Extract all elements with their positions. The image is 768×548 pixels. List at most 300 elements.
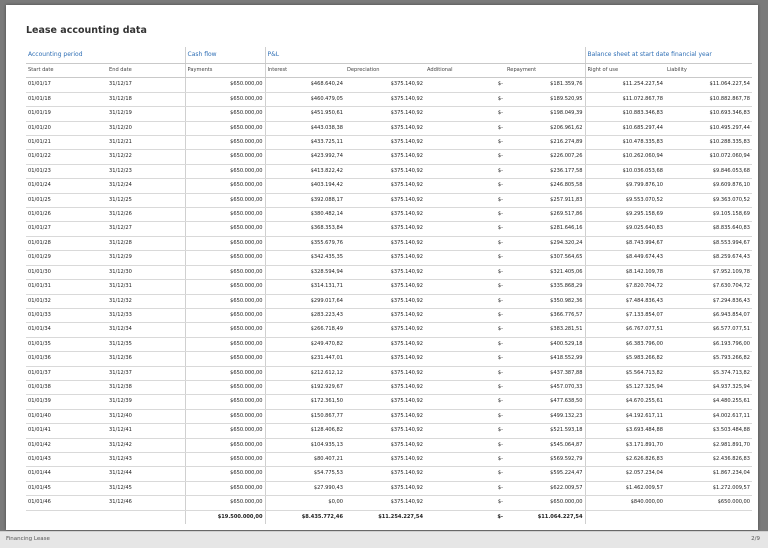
end-date-cell: 31/12/18 <box>107 92 185 106</box>
payments-cell: $650.000,00 <box>185 337 265 351</box>
payments-cell: $650.000,00 <box>185 179 265 193</box>
depreciation-cell: $375.140,92 <box>345 121 425 135</box>
depreciation-cell: $375.140,92 <box>345 467 425 481</box>
payments-cell: $650.000,00 <box>185 136 265 150</box>
right-of-use-cell: $4.670.255,61 <box>585 395 665 409</box>
repayment-cell: $400.529,18 <box>505 337 585 351</box>
additional-cell: $- <box>425 280 505 294</box>
repayment-cell: $321.405,06 <box>505 265 585 279</box>
table-row <box>26 236 752 250</box>
liability-cell: $11.064.227,54 <box>665 78 752 92</box>
liability-cell: $6.193.796,00 <box>665 337 752 351</box>
right-of-use-cell: $5.127.325,94 <box>585 380 665 394</box>
depreciation-cell: $375.140,92 <box>345 323 425 337</box>
additional-cell: $- <box>425 265 505 279</box>
right-of-use-cell: $10.685.297,44 <box>585 121 665 135</box>
start-date-cell: 01/01/22 <box>26 150 107 164</box>
interest-cell: $283.223,43 <box>265 308 345 322</box>
payments-cell: $650.000,00 <box>185 438 265 452</box>
interest-cell: $314.131,71 <box>265 280 345 294</box>
liability-cell: $2.436.826,83 <box>665 452 752 466</box>
end-date-cell: 31/12/40 <box>107 409 185 423</box>
start-date-cell: 01/01/37 <box>26 366 107 380</box>
depreciation-cell: $375.140,92 <box>345 424 425 438</box>
table-row <box>26 179 752 193</box>
column-header: Start date <box>26 64 107 78</box>
table-row <box>26 193 752 207</box>
liability-cell: $7.630.704,72 <box>665 280 752 294</box>
additional-cell: $- <box>425 380 505 394</box>
end-date-cell: 31/12/34 <box>107 323 185 337</box>
depreciation-cell: $375.140,92 <box>345 352 425 366</box>
right-of-use-cell: $2.057.234,04 <box>585 467 665 481</box>
right-of-use-cell: $6.767.077,51 <box>585 323 665 337</box>
payments-cell: $650.000,00 <box>185 92 265 106</box>
depreciation-cell: $375.140,92 <box>345 179 425 193</box>
additional-cell: $- <box>425 409 505 423</box>
repayment-cell: $366.776,57 <box>505 308 585 322</box>
repayment-cell: $294.320,24 <box>505 236 585 250</box>
liability-cell: $6.943.854,07 <box>665 308 752 322</box>
liability-cell: $10.072.060,94 <box>665 150 752 164</box>
repayment-cell: $335.868,29 <box>505 280 585 294</box>
interest-cell: $423.992,74 <box>265 150 345 164</box>
repayment-cell: $383.281,51 <box>505 323 585 337</box>
payments-cell: $650.000,00 <box>185 424 265 438</box>
additional-cell: $- <box>425 222 505 236</box>
start-date-cell: 01/01/30 <box>26 265 107 279</box>
right-of-use-cell: $5.983.266,82 <box>585 352 665 366</box>
right-of-use-cell: $9.553.070,52 <box>585 193 665 207</box>
liability-cell: $10.495.297,44 <box>665 121 752 135</box>
payments-cell: $650.000,00 <box>185 380 265 394</box>
total-repayment: $11.064.227,54 <box>505 510 585 524</box>
additional-cell: $- <box>425 236 505 250</box>
payments-cell: $650.000,00 <box>185 280 265 294</box>
interest-cell: $54.775,53 <box>265 467 345 481</box>
end-date-cell: 31/12/45 <box>107 481 185 495</box>
group-cash-flow: Cash flow <box>185 47 265 64</box>
column-header: Liability <box>665 64 752 78</box>
repayment-cell: $521.593,18 <box>505 424 585 438</box>
interest-cell: $368.353,84 <box>265 222 345 236</box>
additional-cell: $- <box>425 136 505 150</box>
start-date-cell: 01/01/28 <box>26 236 107 250</box>
payments-cell: $650.000,00 <box>185 294 265 308</box>
end-date-cell: 31/12/39 <box>107 395 185 409</box>
liability-cell: $8.835.640,83 <box>665 222 752 236</box>
depreciation-cell: $375.140,92 <box>345 193 425 207</box>
payments-cell: $650.000,00 <box>185 409 265 423</box>
table-row <box>26 438 752 452</box>
start-date-cell: 01/01/41 <box>26 424 107 438</box>
repayment-cell: $216.274,89 <box>505 136 585 150</box>
depreciation-cell: $375.140,92 <box>345 92 425 106</box>
start-date-cell: 01/01/23 <box>26 164 107 178</box>
right-of-use-cell: $840.000,00 <box>585 496 665 510</box>
additional-cell: $- <box>425 452 505 466</box>
column-header: Additional <box>425 64 505 78</box>
table-row <box>26 78 752 92</box>
start-date-cell: 01/01/21 <box>26 136 107 150</box>
end-date-cell: 31/12/26 <box>107 208 185 222</box>
end-date-cell: 31/12/42 <box>107 438 185 452</box>
start-date-cell: 01/01/43 <box>26 452 107 466</box>
right-of-use-cell: $11.072.867,78 <box>585 92 665 106</box>
right-of-use-cell: $8.449.674,43 <box>585 251 665 265</box>
end-date-cell: 31/12/46 <box>107 496 185 510</box>
liability-cell: $9.609.876,10 <box>665 179 752 193</box>
additional-cell: $- <box>425 121 505 135</box>
column-header: End date <box>107 64 185 78</box>
interest-cell: $468.640,24 <box>265 78 345 92</box>
interest-cell: $0,00 <box>265 496 345 510</box>
end-date-cell: 31/12/43 <box>107 452 185 466</box>
liability-cell: $9.363.070,52 <box>665 193 752 207</box>
repayment-cell: $181.359,76 <box>505 78 585 92</box>
column-header: Depreciation <box>345 64 425 78</box>
start-date-cell: 01/01/29 <box>26 251 107 265</box>
end-date-cell: 31/12/27 <box>107 222 185 236</box>
table-row <box>26 352 752 366</box>
payments-cell: $650.000,00 <box>185 164 265 178</box>
repayment-cell: $418.552,99 <box>505 352 585 366</box>
column-header: Repayment <box>505 64 585 78</box>
end-date-cell: 31/12/32 <box>107 294 185 308</box>
table-row <box>26 467 752 481</box>
repayment-cell: $545.064,87 <box>505 438 585 452</box>
payments-cell: $650.000,00 <box>185 121 265 135</box>
right-of-use-cell: $3.171.891,70 <box>585 438 665 452</box>
start-date-cell: 01/01/42 <box>26 438 107 452</box>
payments-cell: $650.000,00 <box>185 366 265 380</box>
end-date-cell: 31/12/17 <box>107 78 185 92</box>
payments-cell: $650.000,00 <box>185 481 265 495</box>
interest-cell: $150.867,77 <box>265 409 345 423</box>
right-of-use-cell: $3.693.484,88 <box>585 424 665 438</box>
start-date-cell: 01/01/26 <box>26 208 107 222</box>
right-of-use-cell: $7.133.854,07 <box>585 308 665 322</box>
liability-cell: $4.937.325,94 <box>665 380 752 394</box>
depreciation-cell: $375.140,92 <box>345 107 425 121</box>
interest-cell: $460.479,05 <box>265 92 345 106</box>
footer-page-number: 2/9 <box>751 536 760 542</box>
interest-cell: $433.725,11 <box>265 136 345 150</box>
interest-cell: $192.929,67 <box>265 380 345 394</box>
repayment-cell: $226.007,26 <box>505 150 585 164</box>
end-date-cell: 31/12/36 <box>107 352 185 366</box>
end-date-cell: 31/12/37 <box>107 366 185 380</box>
lease-table <box>26 47 752 524</box>
interest-cell: $443.038,38 <box>265 121 345 135</box>
end-date-cell: 31/12/24 <box>107 179 185 193</box>
liability-cell: $9.105.158,69 <box>665 208 752 222</box>
table-row <box>26 496 752 510</box>
start-date-cell: 01/01/35 <box>26 337 107 351</box>
right-of-use-cell: $10.036.053,68 <box>585 164 665 178</box>
additional-cell: $- <box>425 323 505 337</box>
start-date-cell: 01/01/31 <box>26 280 107 294</box>
additional-cell: $- <box>425 308 505 322</box>
table-row <box>26 164 752 178</box>
table-row <box>26 251 752 265</box>
depreciation-cell: $375.140,92 <box>345 222 425 236</box>
end-date-cell: 31/12/23 <box>107 164 185 178</box>
right-of-use-cell: $1.462.009,57 <box>585 481 665 495</box>
interest-cell: $266.718,49 <box>265 323 345 337</box>
table-row <box>26 294 752 308</box>
end-date-cell: 31/12/22 <box>107 150 185 164</box>
depreciation-cell: $375.140,92 <box>345 78 425 92</box>
additional-cell: $- <box>425 395 505 409</box>
additional-cell: $- <box>425 164 505 178</box>
right-of-use-cell: $4.192.617,11 <box>585 409 665 423</box>
end-date-cell: 31/12/38 <box>107 380 185 394</box>
liability-cell: $10.693.346,83 <box>665 107 752 121</box>
payments-cell: $650.000,00 <box>185 222 265 236</box>
start-date-cell: 01/01/40 <box>26 409 107 423</box>
depreciation-cell: $375.140,92 <box>345 496 425 510</box>
payments-cell: $650.000,00 <box>185 208 265 222</box>
right-of-use-cell: $5.564.713,82 <box>585 366 665 380</box>
total-depreciation: $11.254.227,54 <box>345 510 425 524</box>
liability-cell: $7.952.109,78 <box>665 265 752 279</box>
depreciation-cell: $375.140,92 <box>345 136 425 150</box>
repayment-cell: $198.049,39 <box>505 107 585 121</box>
additional-cell: $- <box>425 193 505 207</box>
repayment-cell: $206.961,62 <box>505 121 585 135</box>
end-date-cell: 31/12/33 <box>107 308 185 322</box>
liability-cell: $5.374.713,82 <box>665 366 752 380</box>
lease-table-body <box>26 78 752 510</box>
right-of-use-cell: $9.025.640,83 <box>585 222 665 236</box>
interest-cell: $299.017,64 <box>265 294 345 308</box>
repayment-cell: $236.177,58 <box>505 164 585 178</box>
depreciation-cell: $375.140,92 <box>345 438 425 452</box>
right-of-use-cell: $9.295.158,69 <box>585 208 665 222</box>
table-row <box>26 280 752 294</box>
table-row <box>26 424 752 438</box>
start-date-cell: 01/01/27 <box>26 222 107 236</box>
footer-document-name: Financing Lease <box>6 536 50 542</box>
interest-cell: $413.822,42 <box>265 164 345 178</box>
additional-cell: $- <box>425 150 505 164</box>
liability-cell: $4.002.617,11 <box>665 409 752 423</box>
right-of-use-cell: $11.254.227,54 <box>585 78 665 92</box>
payments-cell: $650.000,00 <box>185 323 265 337</box>
depreciation-cell: $375.140,92 <box>345 452 425 466</box>
interest-cell: $355.679,76 <box>265 236 345 250</box>
right-of-use-cell: $7.484.836,43 <box>585 294 665 308</box>
additional-cell: $- <box>425 78 505 92</box>
table-row <box>26 366 752 380</box>
liability-cell: $7.294.836,43 <box>665 294 752 308</box>
additional-cell: $- <box>425 208 505 222</box>
payments-cell: $650.000,00 <box>185 78 265 92</box>
interest-cell: $380.482,14 <box>265 208 345 222</box>
total-interest: $8.435.772,46 <box>265 510 345 524</box>
payments-cell: $650.000,00 <box>185 236 265 250</box>
additional-cell: $- <box>425 424 505 438</box>
repayment-cell: $650.000,00 <box>505 496 585 510</box>
interest-cell: $342.435,35 <box>265 251 345 265</box>
end-date-cell: 31/12/41 <box>107 424 185 438</box>
repayment-cell: $269.517,86 <box>505 208 585 222</box>
start-date-cell: 01/01/46 <box>26 496 107 510</box>
total-spacer <box>665 510 752 524</box>
repayment-cell: $437.387,88 <box>505 366 585 380</box>
additional-cell: $- <box>425 496 505 510</box>
interest-cell: $172.361,50 <box>265 395 345 409</box>
repayment-cell: $307.564,65 <box>505 251 585 265</box>
end-date-cell: 31/12/20 <box>107 121 185 135</box>
group-accounting-period: Accounting period <box>26 47 185 64</box>
interest-cell: $104.935,13 <box>265 438 345 452</box>
right-of-use-cell: $10.478.335,83 <box>585 136 665 150</box>
repayment-cell: $595.224,47 <box>505 467 585 481</box>
total-additional: $- <box>425 510 505 524</box>
total-payments: $19.500.000,00 <box>185 510 265 524</box>
repayment-cell: $246.805,58 <box>505 179 585 193</box>
depreciation-cell: $375.140,92 <box>345 251 425 265</box>
start-date-cell: 01/01/34 <box>26 323 107 337</box>
start-date-cell: 01/01/17 <box>26 78 107 92</box>
interest-cell: $403.194,42 <box>265 179 345 193</box>
end-date-cell: 31/12/25 <box>107 193 185 207</box>
liability-cell: $10.288.335,83 <box>665 136 752 150</box>
totals-row <box>26 510 752 524</box>
start-date-cell: 01/01/19 <box>26 107 107 121</box>
end-date-cell: 31/12/31 <box>107 280 185 294</box>
table-row <box>26 150 752 164</box>
document-title: Lease accounting data <box>26 25 147 36</box>
payments-cell: $650.000,00 <box>185 452 265 466</box>
liability-cell: $4.480.255,61 <box>665 395 752 409</box>
interest-cell: $328.594,94 <box>265 265 345 279</box>
additional-cell: $- <box>425 337 505 351</box>
additional-cell: $- <box>425 352 505 366</box>
depreciation-cell: $375.140,92 <box>345 294 425 308</box>
interest-cell: $392.088,17 <box>265 193 345 207</box>
depreciation-cell: $375.140,92 <box>345 395 425 409</box>
table-row <box>26 395 752 409</box>
interest-cell: $451.950,61 <box>265 107 345 121</box>
table-row <box>26 452 752 466</box>
column-header: Interest <box>265 64 345 78</box>
end-date-cell: 31/12/19 <box>107 107 185 121</box>
additional-cell: $- <box>425 366 505 380</box>
start-date-cell: 01/01/38 <box>26 380 107 394</box>
repayment-cell: $499.132,23 <box>505 409 585 423</box>
repayment-cell: $257.911,83 <box>505 193 585 207</box>
additional-cell: $- <box>425 92 505 106</box>
interest-cell: $80.407,21 <box>265 452 345 466</box>
payments-cell: $650.000,00 <box>185 308 265 322</box>
start-date-cell: 01/01/20 <box>26 121 107 135</box>
right-of-use-cell: $10.883.346,83 <box>585 107 665 121</box>
depreciation-cell: $375.140,92 <box>345 380 425 394</box>
depreciation-cell: $375.140,92 <box>345 308 425 322</box>
total-spacer <box>107 510 185 524</box>
right-of-use-cell: $7.820.704,72 <box>585 280 665 294</box>
table-row <box>26 337 752 351</box>
additional-cell: $- <box>425 481 505 495</box>
table-row <box>26 92 752 106</box>
liability-cell: $10.882.867,78 <box>665 92 752 106</box>
start-date-cell: 01/01/36 <box>26 352 107 366</box>
start-date-cell: 01/01/45 <box>26 481 107 495</box>
repayment-cell: $622.009,57 <box>505 481 585 495</box>
depreciation-cell: $375.140,92 <box>345 366 425 380</box>
group-balance-sheet: Balance sheet at start date financial year <box>585 47 752 64</box>
table-row <box>26 208 752 222</box>
payments-cell: $650.000,00 <box>185 352 265 366</box>
depreciation-cell: $375.140,92 <box>345 164 425 178</box>
payments-cell: $650.000,00 <box>185 107 265 121</box>
payments-cell: $650.000,00 <box>185 251 265 265</box>
end-date-cell: 31/12/29 <box>107 251 185 265</box>
table-row <box>26 380 752 394</box>
page-footer <box>0 531 768 548</box>
additional-cell: $- <box>425 294 505 308</box>
column-header: Right of use <box>585 64 665 78</box>
payments-cell: $650.000,00 <box>185 265 265 279</box>
liability-cell: $9.846.053,68 <box>665 164 752 178</box>
depreciation-cell: $375.140,92 <box>345 481 425 495</box>
start-date-cell: 01/01/44 <box>26 467 107 481</box>
depreciation-cell: $375.140,92 <box>345 150 425 164</box>
interest-cell: $212.612,12 <box>265 366 345 380</box>
payments-cell: $650.000,00 <box>185 193 265 207</box>
table-row <box>26 121 752 135</box>
start-date-cell: 01/01/25 <box>26 193 107 207</box>
payments-cell: $650.000,00 <box>185 496 265 510</box>
depreciation-cell: $375.140,92 <box>345 208 425 222</box>
right-of-use-cell: $8.743.994,67 <box>585 236 665 250</box>
repayment-cell: $189.520,95 <box>505 92 585 106</box>
column-header: Payments <box>185 64 265 78</box>
depreciation-cell: $375.140,92 <box>345 280 425 294</box>
repayment-cell: $457.070,33 <box>505 380 585 394</box>
repayment-cell: $350.982,36 <box>505 294 585 308</box>
interest-cell: $231.447,01 <box>265 352 345 366</box>
additional-cell: $- <box>425 107 505 121</box>
right-of-use-cell: $10.262.060,94 <box>585 150 665 164</box>
repayment-cell: $281.646,16 <box>505 222 585 236</box>
additional-cell: $- <box>425 438 505 452</box>
group-header-row <box>26 47 752 64</box>
payments-cell: $650.000,00 <box>185 150 265 164</box>
additional-cell: $- <box>425 467 505 481</box>
total-spacer <box>26 510 107 524</box>
depreciation-cell: $375.140,92 <box>345 265 425 279</box>
end-date-cell: 31/12/35 <box>107 337 185 351</box>
liability-cell: $8.259.674,43 <box>665 251 752 265</box>
table-row <box>26 107 752 121</box>
table-row <box>26 265 752 279</box>
depreciation-cell: $375.140,92 <box>345 337 425 351</box>
end-date-cell: 31/12/21 <box>107 136 185 150</box>
depreciation-cell: $375.140,92 <box>345 236 425 250</box>
liability-cell: $6.577.077,51 <box>665 323 752 337</box>
start-date-cell: 01/01/18 <box>26 92 107 106</box>
repayment-cell: $569.592,79 <box>505 452 585 466</box>
liability-cell: $650.000,00 <box>665 496 752 510</box>
liability-cell: $2.981.891,70 <box>665 438 752 452</box>
column-header-row <box>26 64 752 78</box>
table-row <box>26 481 752 495</box>
right-of-use-cell: $8.142.109,78 <box>585 265 665 279</box>
